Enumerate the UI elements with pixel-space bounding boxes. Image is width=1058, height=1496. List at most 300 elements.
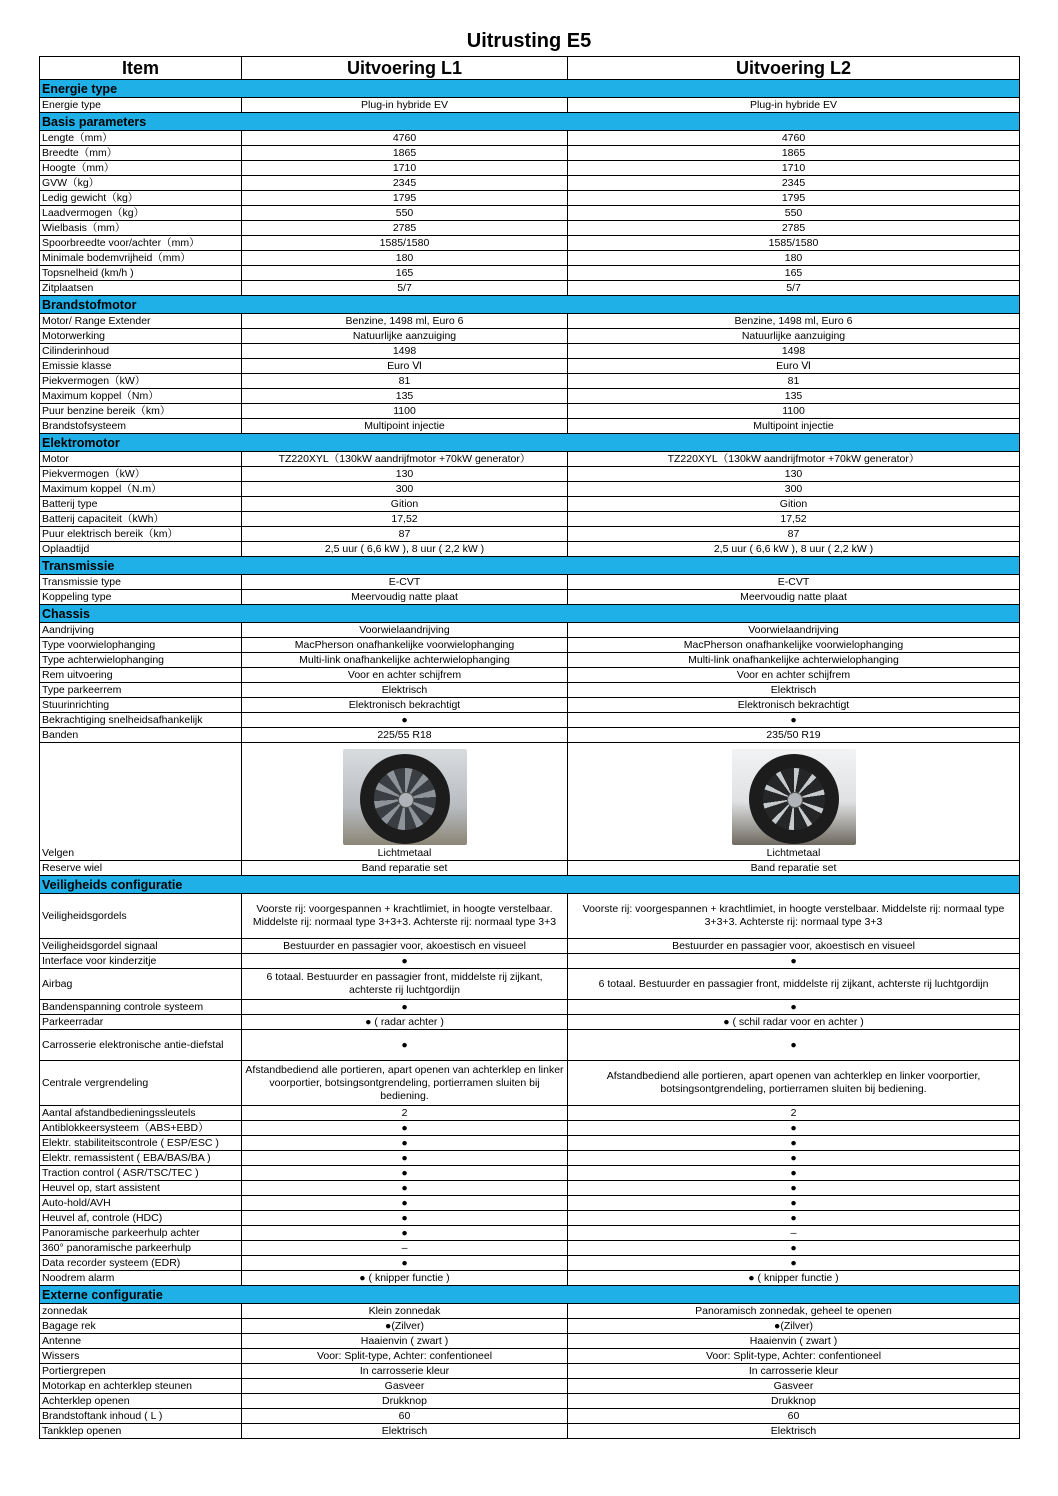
value-l2: 1795 (568, 191, 1020, 206)
value-l1: ● ( radar achter ) (242, 1015, 568, 1030)
table-row (40, 1136, 1020, 1151)
table-row (40, 728, 1020, 743)
table-row (40, 590, 1020, 605)
row-label: Velgen (40, 743, 242, 861)
table-row (40, 1256, 1020, 1271)
row-label: Piekvermogen（kW） (40, 467, 242, 482)
section-title: Externe configuratie (40, 1286, 1020, 1304)
table-row (40, 698, 1020, 713)
value-l1: Multi-link onafhankelijke achterwielophanging (242, 653, 568, 668)
value-l2: 81 (568, 374, 1020, 389)
section-header-row (40, 296, 1020, 314)
table-row (40, 497, 1020, 512)
table-row (40, 1304, 1020, 1319)
table-row (40, 954, 1020, 969)
value-l2: 180 (568, 251, 1020, 266)
row-label: Minimale bodemvrijheid（mm） (40, 251, 242, 266)
value-l1: E-CVT (242, 575, 568, 590)
value-l2: 550 (568, 206, 1020, 221)
table-row (40, 1334, 1020, 1349)
section-title: Brandstofmotor (40, 296, 1020, 314)
row-label: Bekrachtiging snelheidsafhankelijk (40, 713, 242, 728)
value-l2: ● (568, 1166, 1020, 1181)
row-label: Cilinderinhoud (40, 344, 242, 359)
value-l1: Bestuurder en passagier voor, akoestisch en visueel (242, 939, 568, 954)
value-l1: 17,52 (242, 512, 568, 527)
table-row (40, 146, 1020, 161)
value-l2: Multi-link onafhankelijke achterwielophanging (568, 653, 1020, 668)
rim-shape (374, 768, 436, 830)
value-l2: Elektrisch (568, 1424, 1020, 1439)
table-row (40, 266, 1020, 281)
table-row (40, 467, 1020, 482)
value-l1: ● (242, 1226, 568, 1241)
value-l1: Multipoint injectie (242, 419, 568, 434)
table-row (40, 1241, 1020, 1256)
row-label: Interface voor kinderzitje (40, 954, 242, 969)
value-l2: 2345 (568, 176, 1020, 191)
wheel-photo (732, 749, 856, 845)
table-row (40, 1166, 1020, 1181)
table-row (40, 653, 1020, 668)
section-title: Veiligheids configuratie (40, 876, 1020, 894)
table-row (40, 389, 1020, 404)
value-l1: 1498 (242, 344, 568, 359)
table-row (40, 638, 1020, 653)
value-l1: ● (242, 954, 568, 969)
spec-table (39, 56, 1020, 1439)
table-row (40, 1181, 1020, 1196)
row-label: Batterij capaciteit（kWh） (40, 512, 242, 527)
table-row (40, 713, 1020, 728)
row-label: Ledig gewicht（kg） (40, 191, 242, 206)
row-label: Banden (40, 728, 242, 743)
row-label: Elektr. stabiliteitscontrole ( ESP/ESC ) (40, 1136, 242, 1151)
value-l1: ● (242, 1000, 568, 1015)
table-row (40, 1106, 1020, 1121)
row-label: Veiligheidsgordel signaal (40, 939, 242, 954)
row-label: Batterij type (40, 497, 242, 512)
value-l2: 87 (568, 527, 1020, 542)
tire-shape (749, 754, 839, 844)
row-label: Aantal afstandbedieningssleutels (40, 1106, 242, 1121)
row-label: Energie type (40, 98, 242, 113)
row-label: Traction control ( ASR/TSC/TEC ) (40, 1166, 242, 1181)
value-l2: ● (568, 1136, 1020, 1151)
table-row (40, 236, 1020, 251)
value-l1: 6 totaal. Bestuurder en passagier front, middelste rij zijkant, achterste rij luchtgordijn (242, 969, 568, 1000)
table-row (40, 1394, 1020, 1409)
value-l1: 1585/1580 (242, 236, 568, 251)
value-l1: ● (242, 1256, 568, 1271)
table-row (40, 542, 1020, 557)
value-l1: In carrosserie kleur (242, 1364, 568, 1379)
value-l1: Natuurlijke aanzuiging (242, 329, 568, 344)
hub-shape (398, 792, 414, 808)
value-l1: Gasveer (242, 1379, 568, 1394)
value-l2: ● (568, 1000, 1020, 1015)
value-l2: 4760 (568, 131, 1020, 146)
table-row (40, 206, 1020, 221)
section-title: Elektromotor (40, 434, 1020, 452)
value-l1: 180 (242, 251, 568, 266)
value-l2: Elektrisch (568, 683, 1020, 698)
value-l1: 1865 (242, 146, 568, 161)
value-l1: 81 (242, 374, 568, 389)
value-l2: Elektronisch bekrachtigt (568, 698, 1020, 713)
section-header-row (40, 80, 1020, 98)
row-label: Parkeerradar (40, 1015, 242, 1030)
value-l1: 225/55 R18 (242, 728, 568, 743)
table-row (40, 1015, 1020, 1030)
row-label: Emissie klasse (40, 359, 242, 374)
value-l2: 1498 (568, 344, 1020, 359)
value-l2: Voor: Split-type, Achter: confentioneel (568, 1349, 1020, 1364)
value-l2: Panoramisch zonnedak, geheel te openen (568, 1304, 1020, 1319)
value-l1: ● (242, 1121, 568, 1136)
table-row (40, 1151, 1020, 1166)
table-row (40, 1424, 1020, 1439)
value-l1: Haaienvin ( zwart ) (242, 1334, 568, 1349)
table-row (40, 1211, 1020, 1226)
value-l2: 165 (568, 266, 1020, 281)
wheel-caption: Lichtmetaal (377, 847, 432, 859)
wheel-caption: Lichtmetaal (766, 847, 821, 859)
value-l1: 5/7 (242, 281, 568, 296)
row-label: Piekvermogen（kW） (40, 374, 242, 389)
row-label: Auto-hold/AVH (40, 1196, 242, 1211)
value-l2: ● (568, 1256, 1020, 1271)
row-label: Airbag (40, 969, 242, 1000)
value-l1: Voorwielaandrijving (242, 623, 568, 638)
value-l1: 2 (242, 1106, 568, 1121)
wheel-photo (343, 749, 467, 845)
table-row (40, 344, 1020, 359)
value-l1: TZ220XYL（130kW aandrijfmotor +70kW generator） (242, 452, 568, 467)
row-label: Antenne (40, 1334, 242, 1349)
table-row (40, 683, 1020, 698)
row-label: Laadvermogen（kg） (40, 206, 242, 221)
value-l1: 2345 (242, 176, 568, 191)
value-l1: Elektrisch (242, 683, 568, 698)
row-label: Carrosserie elektronische antie-diefstal (40, 1030, 242, 1061)
table-row (40, 251, 1020, 266)
value-l2: 1865 (568, 146, 1020, 161)
value-l2: Natuurlijke aanzuiging (568, 329, 1020, 344)
header-l1: Uitvoering L1 (242, 57, 568, 80)
row-label: Puur elektrisch bereik（km） (40, 527, 242, 542)
table-row (40, 668, 1020, 683)
value-l2: Euro Ⅵ (568, 359, 1020, 374)
value-l1: Voor en achter schijfrem (242, 668, 568, 683)
table-row (40, 98, 1020, 113)
value-l2: Haaienvin ( zwart ) (568, 1334, 1020, 1349)
row-label: Spoorbreedte voor/achter（mm） (40, 236, 242, 251)
value-l1: 2,5 uur ( 6,6 kW ), 8 uur ( 2,2 kW ) (242, 542, 568, 557)
header-item: Item (40, 57, 242, 80)
section-title: Chassis (40, 605, 1020, 623)
row-label: Zitplaatsen (40, 281, 242, 296)
row-label: Elektr. remassistent ( EBA/BAS/BA ) (40, 1151, 242, 1166)
value-l1: 1100 (242, 404, 568, 419)
value-l2: TZ220XYL（130kW aandrijfmotor +70kW generator） (568, 452, 1020, 467)
value-l1: Plug-in hybride EV (242, 98, 568, 113)
row-label: Hoogte（mm） (40, 161, 242, 176)
value-l1: ● (242, 713, 568, 728)
row-label: Achterklep openen (40, 1394, 242, 1409)
tire-shape (360, 754, 450, 844)
row-label: Motor (40, 452, 242, 467)
value-l2: 6 totaal. Bestuurder en passagier front, middelste rij zijkant, achterste rij luchtgordijn (568, 969, 1020, 1000)
row-label: Antiblokkeersysteem（ABS+EBD） (40, 1121, 242, 1136)
value-l2: Band reparatie set (568, 861, 1020, 876)
table-row (40, 861, 1020, 876)
table-row (40, 404, 1020, 419)
value-l2: ● ( schil radar voor en achter ) (568, 1015, 1020, 1030)
table-row (40, 969, 1020, 1000)
table-row (40, 1319, 1020, 1334)
table-row (40, 452, 1020, 467)
value-l2: 60 (568, 1409, 1020, 1424)
spec-table-body (40, 57, 1020, 1439)
table-row (40, 281, 1020, 296)
row-label: 360° panoramische parkeerhulp (40, 1241, 242, 1256)
row-label: Motor/ Range Extender (40, 314, 242, 329)
value-l2: ● (568, 1151, 1020, 1166)
table-row (40, 527, 1020, 542)
table-row (40, 221, 1020, 236)
table-row (40, 1196, 1020, 1211)
row-label: Motorwerking (40, 329, 242, 344)
table-row (40, 374, 1020, 389)
value-l1: ●(Zilver) (242, 1319, 568, 1334)
table-row (40, 1226, 1020, 1241)
value-l1: 1710 (242, 161, 568, 176)
row-label: Lengte（mm） (40, 131, 242, 146)
row-label: Veiligheidsgordels (40, 894, 242, 939)
row-label: Heuvel op, start assistent (40, 1181, 242, 1196)
value-l1: ● (242, 1181, 568, 1196)
table-row (40, 359, 1020, 374)
table-row (40, 512, 1020, 527)
value-l2: Bestuurder en passagier voor, akoestisch en visueel (568, 939, 1020, 954)
value-l1: MacPherson onafhankelijke voorwielophanging (242, 638, 568, 653)
value-l1: 300 (242, 482, 568, 497)
table-row (40, 894, 1020, 939)
value-l1: ● (242, 1136, 568, 1151)
value-l1: Meervoudig natte plaat (242, 590, 568, 605)
value-l1: Euro Ⅵ (242, 359, 568, 374)
value-l2: 1100 (568, 404, 1020, 419)
value-l2: 17,52 (568, 512, 1020, 527)
value-l1: ● (242, 1030, 568, 1061)
row-label: Aandrijving (40, 623, 242, 638)
row-label: Rem uitvoering (40, 668, 242, 683)
value-l2: Voorwielaandrijving (568, 623, 1020, 638)
value-l1: 4760 (242, 131, 568, 146)
value-l1: 550 (242, 206, 568, 221)
section-title: Energie type (40, 80, 1020, 98)
row-label: Data recorder systeem (EDR) (40, 1256, 242, 1271)
table-row (40, 161, 1020, 176)
value-l2: ●(Zilver) (568, 1319, 1020, 1334)
value-l2: 1710 (568, 161, 1020, 176)
value-l2: 5/7 (568, 281, 1020, 296)
section-title: Basis parameters (40, 113, 1020, 131)
value-l1: Drukknop (242, 1394, 568, 1409)
row-label: Centrale vergrendeling (40, 1061, 242, 1106)
section-header-row (40, 113, 1020, 131)
row-label: Bagage rek (40, 1319, 242, 1334)
row-label: Maximum koppel（N.m） (40, 482, 242, 497)
table-row (40, 1364, 1020, 1379)
row-label: Stuurinrichting (40, 698, 242, 713)
value-l1: – (242, 1241, 568, 1256)
hub-shape (787, 792, 803, 808)
table-row (40, 191, 1020, 206)
wheel-cell-l2 (568, 743, 1020, 861)
value-l2: Multipoint injectie (568, 419, 1020, 434)
wheel-cell-l1 (242, 743, 568, 861)
row-label: Noodrem alarm (40, 1271, 242, 1286)
row-label: Panoramische parkeerhulp achter (40, 1226, 242, 1241)
value-l2: MacPherson onafhankelijke voorwielophanging (568, 638, 1020, 653)
table-row (40, 482, 1020, 497)
value-l2: Drukknop (568, 1394, 1020, 1409)
table-header-row (40, 57, 1020, 80)
value-l1: 130 (242, 467, 568, 482)
table-row (40, 623, 1020, 638)
table-row (40, 1379, 1020, 1394)
value-l2: 1585/1580 (568, 236, 1020, 251)
value-l2: 135 (568, 389, 1020, 404)
header-l2: Uitvoering L2 (568, 57, 1020, 80)
value-l2: Voor en achter schijfrem (568, 668, 1020, 683)
value-l2: 2,5 uur ( 6,6 kW ), 8 uur ( 2,2 kW ) (568, 542, 1020, 557)
row-label: Puur benzine bereik（km） (40, 404, 242, 419)
row-label: Type parkeerrem (40, 683, 242, 698)
table-row (40, 575, 1020, 590)
value-l1: 2785 (242, 221, 568, 236)
table-row (40, 131, 1020, 146)
section-header-row (40, 605, 1020, 623)
value-l1: ● (242, 1196, 568, 1211)
section-header-row (40, 1286, 1020, 1304)
value-l2: Plug-in hybride EV (568, 98, 1020, 113)
table-row (40, 1121, 1020, 1136)
value-l2: 300 (568, 482, 1020, 497)
value-l2: ● (568, 1030, 1020, 1061)
section-header-row (40, 557, 1020, 575)
row-label: Breedte（mm） (40, 146, 242, 161)
value-l1: ● (242, 1211, 568, 1226)
value-l2: ● (568, 1181, 1020, 1196)
table-row (40, 1271, 1020, 1286)
value-l1: Voorste rij: voorgespannen + krachtlimiet, in hoogte verstelbaar. Middelste rij: normaal type 3+3+3. Achterste rij: normaal type 3+3 (242, 894, 568, 939)
row-label: Motorkap en achterklep steunen (40, 1379, 242, 1394)
row-label: Oplaadtijd (40, 542, 242, 557)
value-l2: 2 (568, 1106, 1020, 1121)
value-l1: Gition (242, 497, 568, 512)
row-label: Tankklep openen (40, 1424, 242, 1439)
table-row (40, 1061, 1020, 1106)
row-label: Type voorwielophanging (40, 638, 242, 653)
value-l1: ● (242, 1151, 568, 1166)
value-l1: ● (242, 1166, 568, 1181)
value-l2: Gition (568, 497, 1020, 512)
row-label: Topsnelheid (km/h ) (40, 266, 242, 281)
table-row (40, 314, 1020, 329)
value-l2: 235/50 R19 (568, 728, 1020, 743)
value-l1: Afstandbediend alle portieren, apart openen van achterklep en linker voorportier, botsingsontgrendeling, portierramen sluiten bij bediening. (242, 1061, 568, 1106)
table-row (40, 329, 1020, 344)
value-l2: E-CVT (568, 575, 1020, 590)
row-label: Maximum koppel（Nm） (40, 389, 242, 404)
row-label: GVW（kg） (40, 176, 242, 191)
row-label: Reserve wiel (40, 861, 242, 876)
table-row (40, 419, 1020, 434)
value-l1: 165 (242, 266, 568, 281)
value-l2: ● (568, 713, 1020, 728)
value-l1: 87 (242, 527, 568, 542)
value-l1: Voor: Split-type, Achter: confentioneel (242, 1349, 568, 1364)
value-l1: Elektronisch bekrachtigt (242, 698, 568, 713)
row-label: Wissers (40, 1349, 242, 1364)
value-l1: Elektrisch (242, 1424, 568, 1439)
section-header-row (40, 876, 1020, 894)
table-row (40, 1409, 1020, 1424)
section-header-row (40, 434, 1020, 452)
table-row (40, 1349, 1020, 1364)
row-label: Type achterwielophanging (40, 653, 242, 668)
row-label: Transmissie type (40, 575, 242, 590)
row-label: Brandstoftank inhoud ( L ) (40, 1409, 242, 1424)
value-l2: 130 (568, 467, 1020, 482)
table-row (40, 939, 1020, 954)
value-l2: In carrosserie kleur (568, 1364, 1020, 1379)
value-l2: ● (568, 1196, 1020, 1211)
value-l2: – (568, 1226, 1020, 1241)
value-l1: 1795 (242, 191, 568, 206)
row-label: Portiergrepen (40, 1364, 242, 1379)
row-label: Heuvel af, controle (HDC) (40, 1211, 242, 1226)
value-l2: 2785 (568, 221, 1020, 236)
row-label: zonnedak (40, 1304, 242, 1319)
table-row (40, 1000, 1020, 1015)
table-row (40, 1030, 1020, 1061)
value-l2: ● (568, 1211, 1020, 1226)
value-l2: Meervoudig natte plaat (568, 590, 1020, 605)
value-l2: Voorste rij: voorgespannen + krachtlimiet, in hoogte verstelbaar. Middelste rij: normaal type 3+3+3. Achterste rij: normaal type 3+3 (568, 894, 1020, 939)
table-row (40, 176, 1020, 191)
table-row (40, 743, 1020, 861)
rim-shape (763, 768, 825, 830)
row-label: Bandenspanning controle systeem (40, 1000, 242, 1015)
row-label: Koppeling type (40, 590, 242, 605)
value-l2: Benzine, 1498 ml, Euro 6 (568, 314, 1020, 329)
value-l2: ● (568, 1121, 1020, 1136)
page-title: Uitrusting E5 (466, 30, 592, 52)
row-label: Brandstofsysteem (40, 419, 242, 434)
value-l2: ● ( knipper functie ) (568, 1271, 1020, 1286)
value-l1: 60 (242, 1409, 568, 1424)
value-l1: Benzine, 1498 ml, Euro 6 (242, 314, 568, 329)
value-l2: Afstandbediend alle portieren, apart openen van achterklep en linker voorportier, botsingsontgrendeling, portierramen sluiten bij bediening. (568, 1061, 1020, 1106)
section-title: Transmissie (40, 557, 1020, 575)
value-l2: Gasveer (568, 1379, 1020, 1394)
value-l2: ● (568, 1241, 1020, 1256)
value-l1: Band reparatie set (242, 861, 568, 876)
